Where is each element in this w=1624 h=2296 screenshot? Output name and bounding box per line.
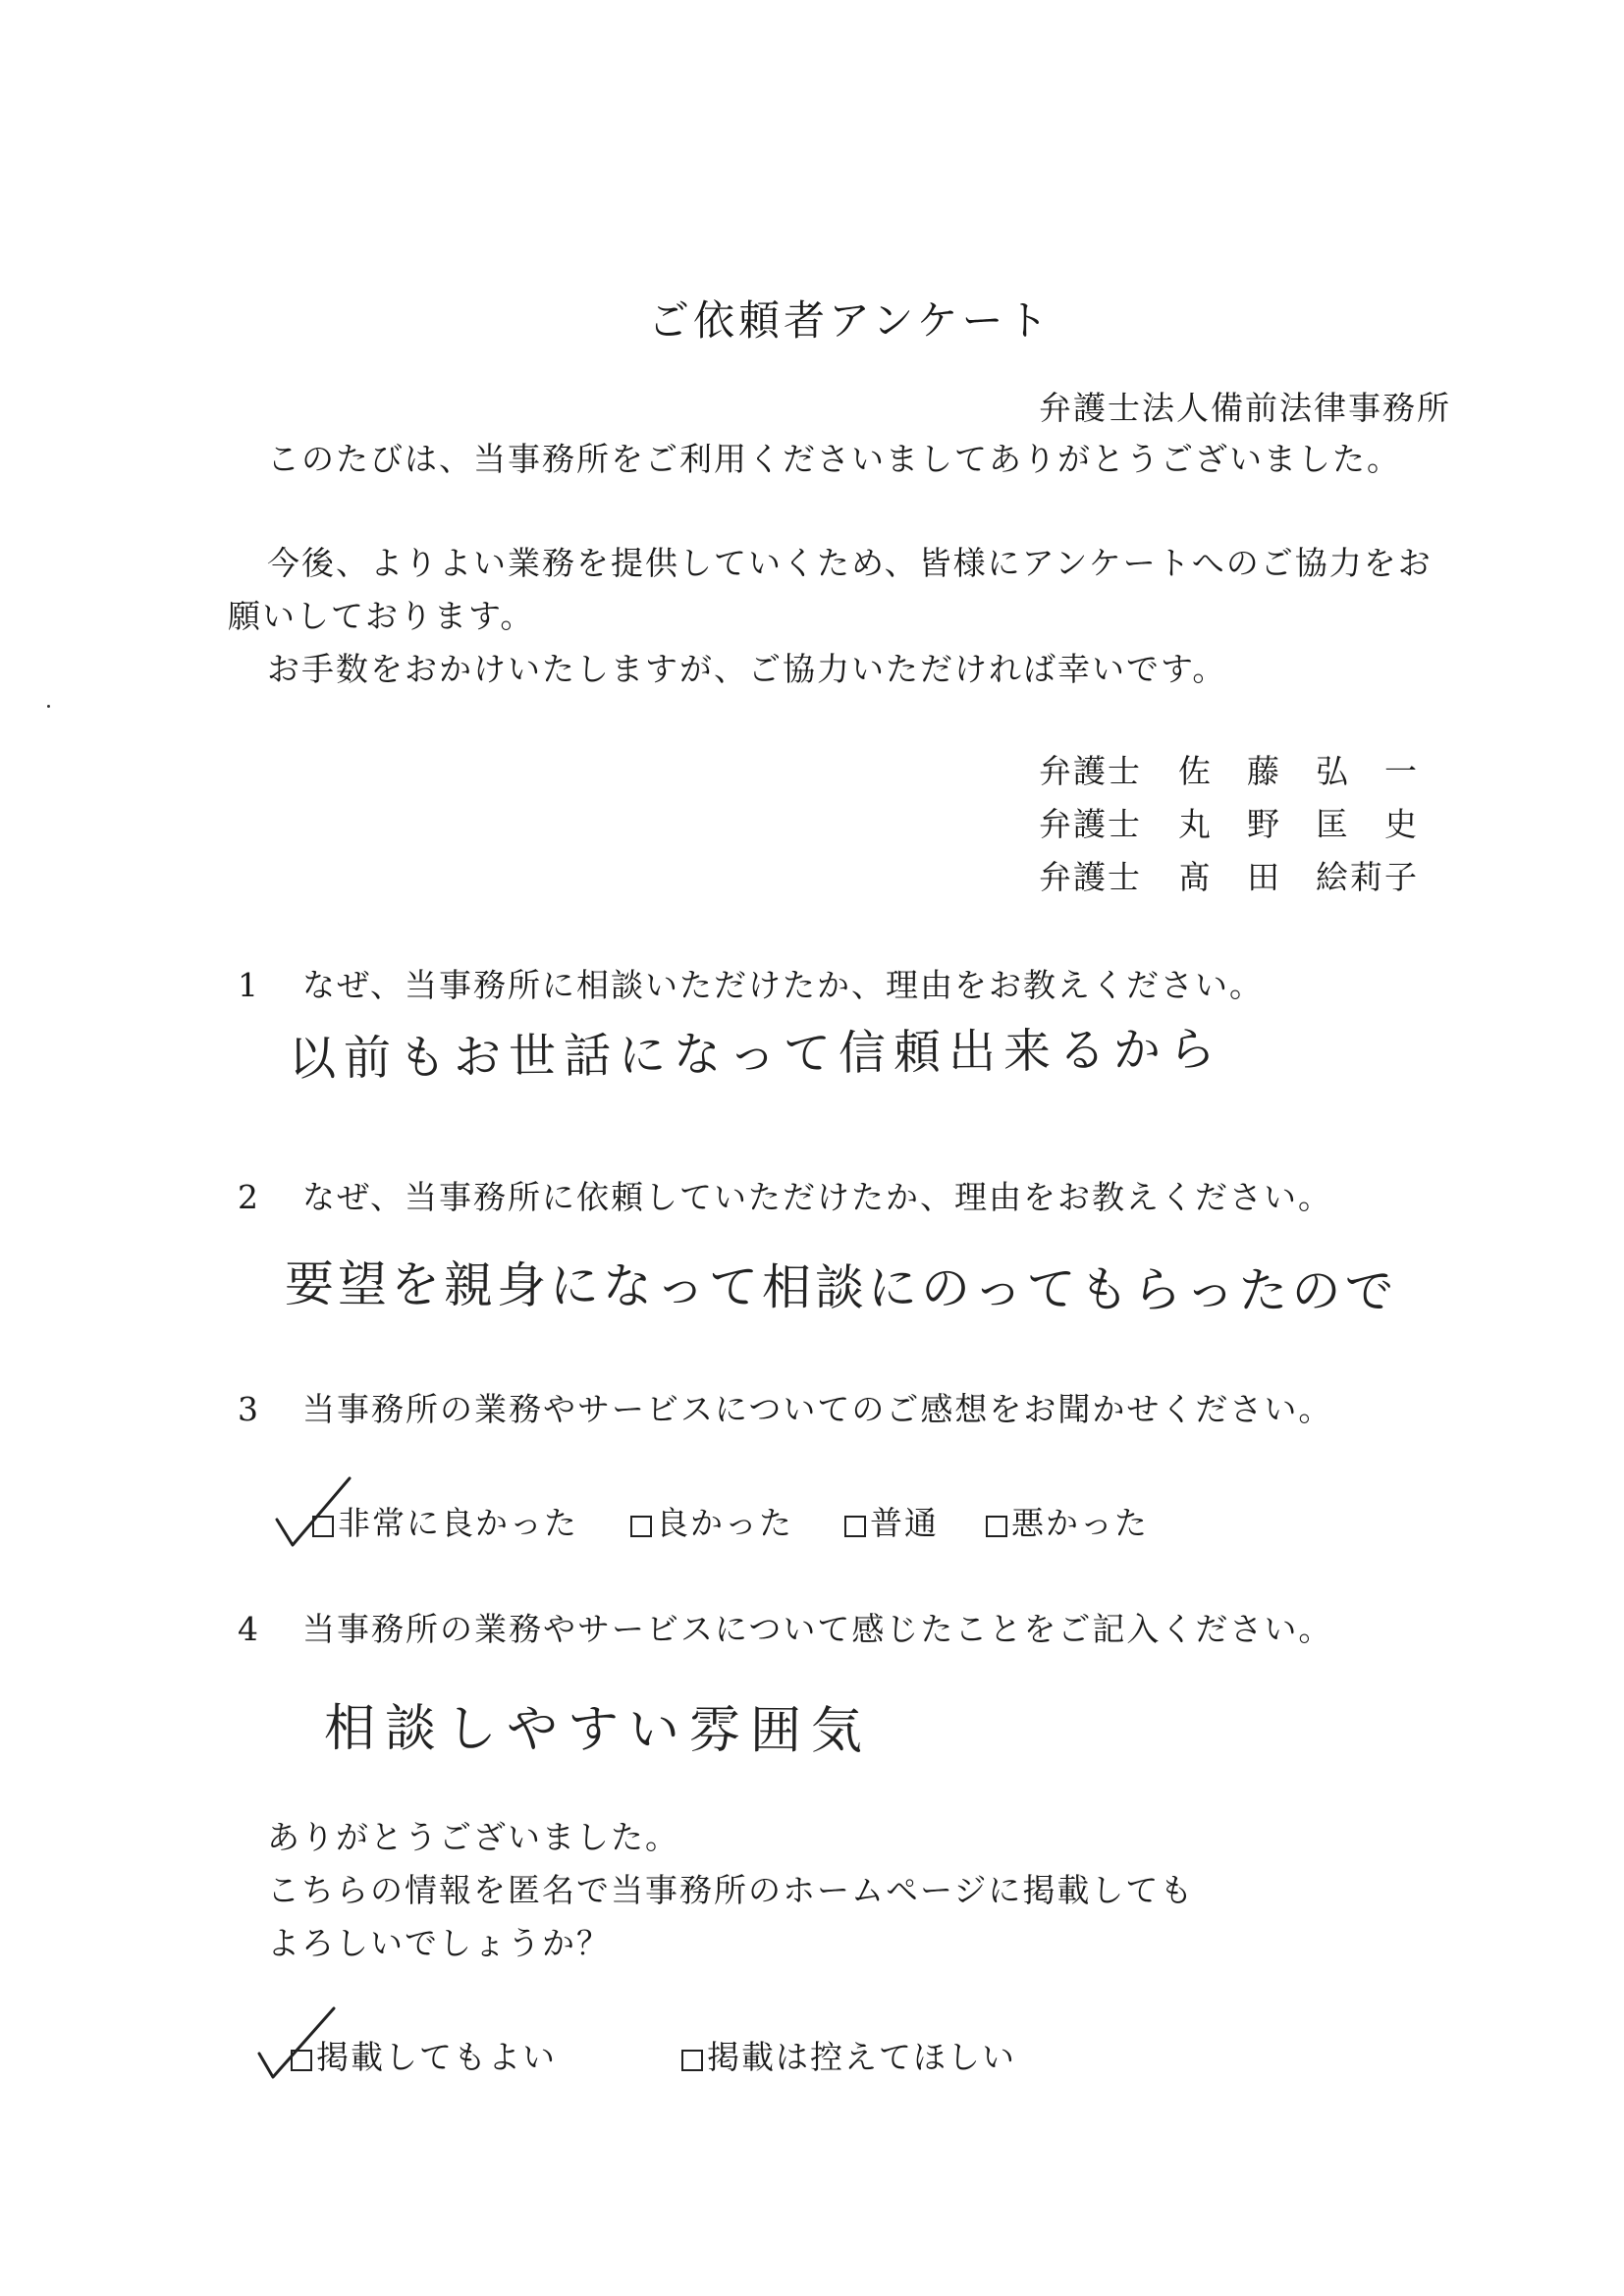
- intro-line-4: お手数をおかけいたしますが、ご協力いただければ幸いです。: [267, 650, 1227, 688]
- closing-line-2: こちらの情報を匿名で当事務所のホームページに掲載しても: [267, 1871, 1195, 1909]
- checkmark-icon: [255, 2002, 344, 2081]
- firm-name: 弁護士法人備前法律事務所: [1039, 389, 1451, 427]
- option-publish-no[interactable]: [681, 2032, 1016, 2078]
- question-3-text: 当事務所の業務やサービスについてのご感想をお聞かせください。: [302, 1390, 1333, 1428]
- option-good-label: 良かった: [656, 1504, 793, 1542]
- checkbox-bad[interactable]: [986, 1516, 1007, 1537]
- checkmark-icon: [273, 1472, 361, 1551]
- intro-line-3: 願いしております。: [228, 597, 535, 635]
- checkbox-average[interactable]: [844, 1516, 866, 1537]
- option-average-label: 普通: [870, 1504, 939, 1542]
- question-4-number: 4: [238, 1610, 260, 1648]
- page-title: ご依頼者アンケート: [648, 296, 1053, 345]
- lawyer-3-title: 弁護士: [1039, 858, 1142, 896]
- option-average[interactable]: [844, 1498, 939, 1544]
- question-2-number: 2: [238, 1178, 260, 1216]
- lawyer-3-name: 髙 田 絵莉子: [1178, 858, 1419, 896]
- scan-speck: [47, 705, 50, 708]
- question-3-number: 3: [238, 1390, 260, 1428]
- lawyer-1-title: 弁護士: [1039, 752, 1142, 790]
- intro-line-1: このたびは、当事務所をご利用くださいましてありがとうございました。: [267, 440, 1401, 478]
- option-publish-ok-label: 掲載してもよい: [316, 2038, 557, 2076]
- question-2-text: なぜ、当事務所に依頼していただけたか、理由をお教えください。: [302, 1178, 1333, 1216]
- question-4-text: 当事務所の業務やサービスについて感じたことをご記入ください。: [302, 1610, 1333, 1648]
- question-1-number: 1: [238, 966, 260, 1004]
- option-good[interactable]: [630, 1498, 793, 1544]
- lawyer-1-name: 佐 藤 弘 一: [1178, 752, 1419, 790]
- lawyer-2-name: 丸 野 匡 史: [1178, 805, 1419, 843]
- answer-4-handwriting: 相談しやすい雰囲気: [323, 1699, 873, 1761]
- question-1-text: なぜ、当事務所に相談いただけたか、理由をお教えください。: [302, 966, 1265, 1004]
- option-bad-label: 悪かった: [1011, 1504, 1149, 1542]
- closing-line-3: よろしいでしょうか？: [267, 1924, 611, 1962]
- intro-line-2: 今後、よりよい業務を提供していくため、皆様にアンケートへのご協力をお: [267, 544, 1433, 582]
- checkbox-good[interactable]: [630, 1516, 652, 1537]
- closing-line-1: ありがとうございました。: [267, 1818, 679, 1856]
- option-bad[interactable]: [986, 1498, 1149, 1544]
- answer-2-handwriting: 要望を親身になって相談にのってもらったので: [284, 1255, 1398, 1320]
- answer-1-handwriting: 以前もお世話になって信頼出来るから: [288, 1022, 1224, 1087]
- option-publish-no-label: 掲載は控えてほしい: [707, 2038, 1016, 2076]
- checkbox-publish-no[interactable]: [681, 2050, 703, 2071]
- lawyer-2-title: 弁護士: [1039, 805, 1142, 843]
- option-very-good-label: 非常に良かった: [338, 1504, 578, 1542]
